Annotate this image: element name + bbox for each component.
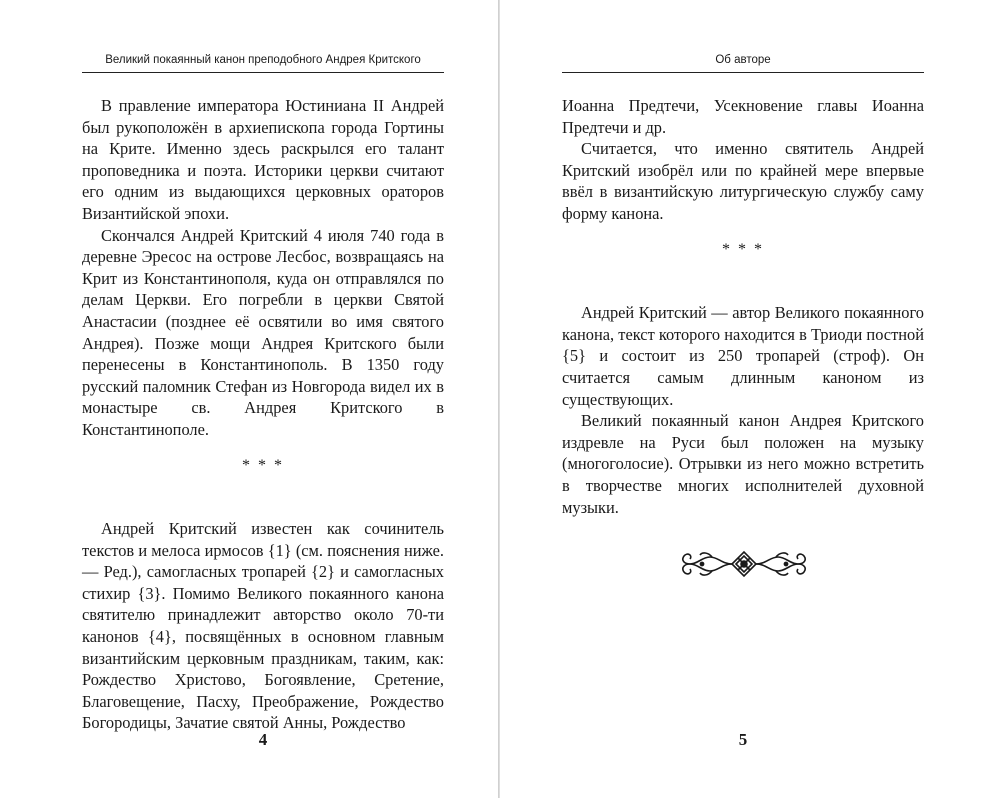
running-head-left: Великий покаянный канон преподобного Андрея Критского	[105, 54, 421, 66]
left-page-text	[82, 95, 444, 734]
right-page-text	[562, 95, 924, 518]
paragraph: Великий покаянный канон Андрея Критского издревле на Руси был положен на музыку (многоголосие). Отрывки из него можно встретить в творчестве многих исполнителей духовной музыки.	[562, 411, 924, 517]
page-number-left: 4	[258, 730, 268, 749]
running-head-right: Об авторе	[715, 54, 771, 66]
right-page	[500, 0, 1000, 798]
knot-ornament-icon	[678, 544, 810, 584]
page-number-right: 5	[738, 730, 748, 749]
section-separator: * * *	[242, 456, 284, 474]
paragraph: Андрей Критский — автор Великого покаянного канона, текст которого находится в Триоди постной {5} и состоит из 250 тропарей (строф). Он считается самым длинным каноном из существующих.	[562, 303, 924, 409]
paragraph: Считается, что именно святитель Андрей Критский изобрёл или по крайней мере впервые ввёл в византийскую литургическую службу саму форму канона.	[562, 139, 924, 223]
paragraph: Скончался Андрей Критский 4 июля 740 года в деревне Эресос на острове Лесбос, возвращаясь на Крит из Константинополя, куда он отправлялся по делам Церкви. Его погребли в церкви Святой Анастасии (позднее её освятили во имя святого Андрея). Позже мощи Андрея Критского были перенесены в Константинополь. В 1350 году русский паломник Стефан из Новгорода видел их в монастыре св. Андрея Критского в Константинополе.	[82, 225, 444, 439]
head-rule-right	[562, 72, 924, 73]
left-page	[0, 0, 499, 798]
head-rule-left	[82, 72, 444, 73]
paragraph: Андрей Критский известен как сочинитель текстов и мелоса ирмосов {1} (см. пояснения ниже. — Ред.), самогласных тропарей {2} и самогласных стихир {3}. Помимо Великого покаянного канона святителю принадлежит авторство около 70-ти канонов {4}, посвящённых в основном главным византийским церковным праздникам, таким, как: Рождество Христово, Богоявление, Сретение, Благовещение, Пасху, Преображение, Рождество Богородицы, Зачатие святой Анны, Рождество	[82, 519, 444, 733]
section-separator: * * *	[722, 240, 764, 258]
paragraph: В правление императора Юстиниана II Андрей был рукоположён в архиепископа города Гортины на Крите. Именно здесь раскрылся его талант проповедника и поэта. Историки церкви считают его одним из выдающихся церковных ораторов Византийской эпохи.	[82, 96, 444, 223]
paragraph-continuation: Иоанна Предтечи, Усекновение главы Иоанна Предтечи и др.	[562, 96, 924, 137]
